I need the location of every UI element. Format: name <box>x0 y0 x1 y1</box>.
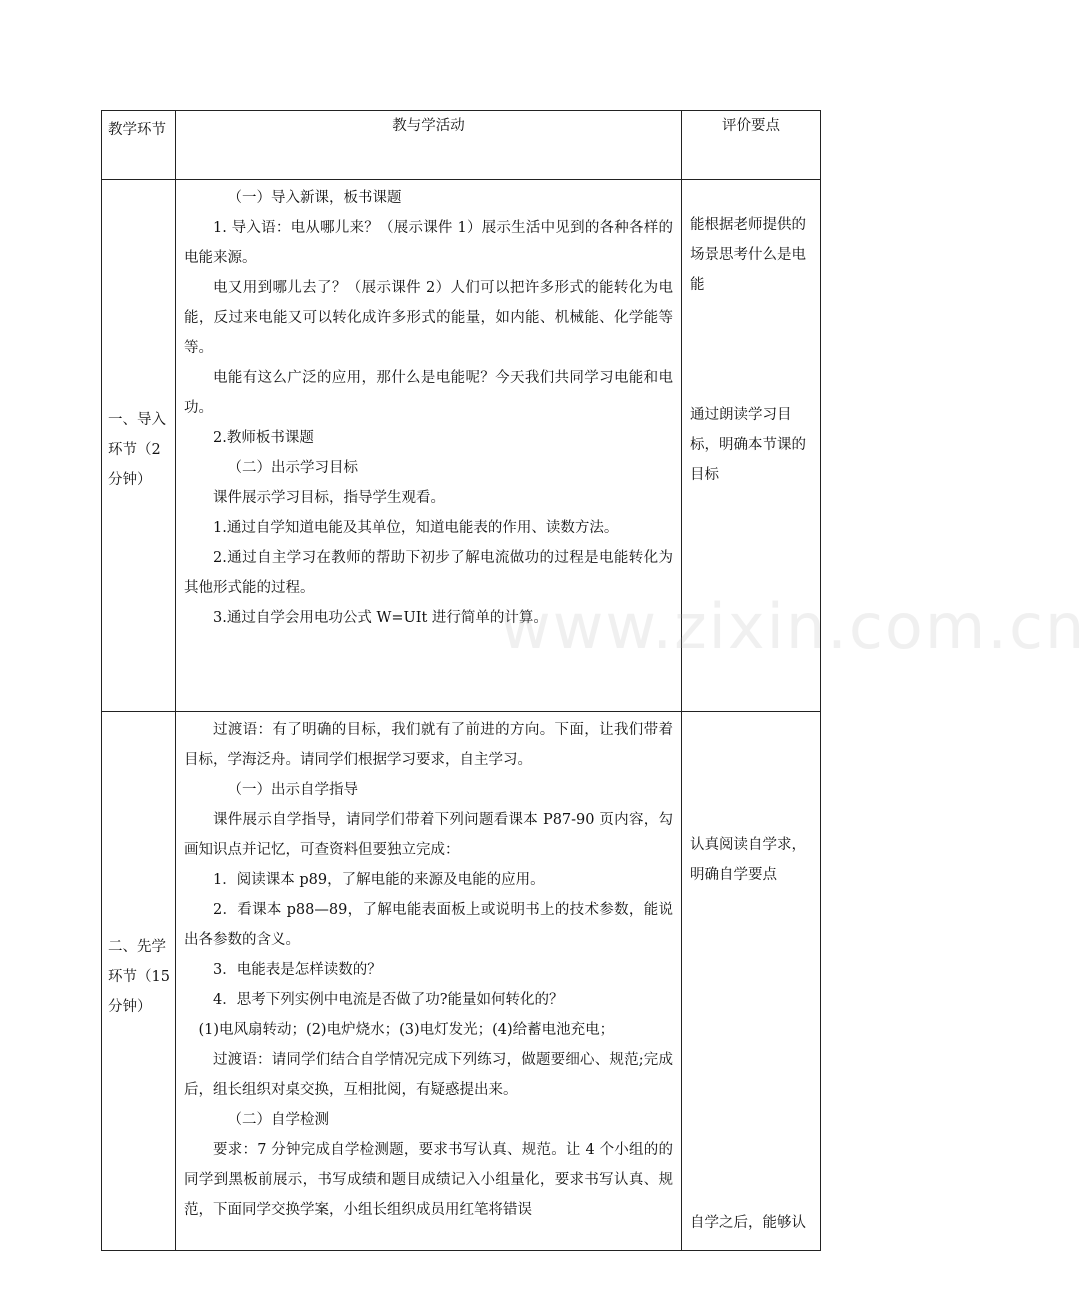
eval-cell <box>682 180 821 712</box>
paragraph: (1)电风扇转动；(2)电炉烧水；(3)电灯发光；(4)给蓄电池充电； <box>198 1022 615 1038</box>
section-heading: （一）导入新课，板书课题 <box>227 190 402 206</box>
paragraph: 要求：7 分钟完成自学检测题，要求书写认真、规范。让 4 个小组的的同学到黑板前展示，书写成绩和题目成绩记入小组量化，要求书写认真、规范，下面同学交换学案，小组长组织成员用红笔将错误 <box>184 1142 673 1218</box>
paragraph: 电能有这么广泛的应用，那什么是电能呢？今天我们共同学习电能和电功。 <box>184 370 673 416</box>
eval-point: 通过朗读学习目标，明确本节课的目标 <box>690 407 806 483</box>
header-stage: 教学环节 <box>102 111 176 180</box>
paragraph: 3．电能表是怎样读数的？ <box>213 962 382 978</box>
activity-cell <box>176 180 682 712</box>
table-row <box>102 712 821 1251</box>
paragraph: 2．看课本 p88—89，了解电能表面板上或说明书上的技术参数，能说出各参数的含义。 <box>184 902 673 948</box>
eval-point: 认真阅读自学求，明确自学要点 <box>690 837 806 883</box>
table-row <box>102 180 821 712</box>
activity-cell <box>176 712 682 1251</box>
paragraph: 课件展示学习目标，指导学生观看。 <box>213 490 445 506</box>
paragraph: 课件展示自学指导，请同学们带着下列问题看课本 P87-90 页内容，勾画知识点并记忆，可查资料但要独立完成： <box>184 812 673 858</box>
paragraph: 过渡语：请同学们结合自学情况完成下列练习，做题要细心、规范;完成后，组长组织对桌交换，互相批阅，有疑惑提出来。 <box>184 1052 673 1098</box>
paragraph: 1.通过自学知道电能及其单位，知道电能表的作用、读数方法。 <box>213 520 619 536</box>
stage-label: 一、导入环节（2分钟） <box>108 412 166 488</box>
paragraph: 过渡语：有了明确的目标，我们就有了前进的方向。下面，让我们带着目标，学海泛舟。请同学们根据学习要求，自主学习。 <box>184 722 673 768</box>
watermark: www.zixin.com.cn <box>500 590 1086 663</box>
table-header-row <box>102 111 821 180</box>
eval-point: 能根据老师提供的场景思考什么是电能 <box>690 217 806 293</box>
header-activity: 教与学活动 <box>176 111 682 180</box>
paragraph: 1．阅读课本 p89，了解电能的来源及电能的应用。 <box>213 872 545 888</box>
paragraph: 4．思考下列实例中电流是否做了功?能量如何转化的？ <box>213 992 564 1008</box>
lesson-plan-table <box>101 110 821 1251</box>
stage-cell <box>102 712 176 1251</box>
paragraph: 3.通过自学会用电功公式 W=UIt 进行简单的计算。 <box>213 610 548 626</box>
paragraph: 2.教师板书课题 <box>213 430 314 446</box>
header-eval: 评价要点 <box>682 111 821 180</box>
stage-label: 二、先学环节（15分钟） <box>108 939 170 1015</box>
section-heading: （二）出示学习目标 <box>227 460 358 476</box>
paragraph: 2.通过自主学习在教师的帮助下初步了解电流做功的过程是电能转化为其他形式能的过程。 <box>184 550 673 596</box>
eval-point: 自学之后，能够认 <box>690 1215 806 1231</box>
paragraph: 电又用到哪儿去了？（展示课件 2）人们可以把许多形式的能转化为电能，反过来电能又可以转化成许多形式的能量，如内能、机械能、化学能等等。 <box>184 280 673 356</box>
eval-cell <box>682 712 821 1251</box>
paragraph: 1. 导入语：电从哪儿来？（展示课件 1）展示生活中见到的各种各样的电能来源。 <box>184 220 673 266</box>
section-heading: （二）自学检测 <box>227 1112 329 1128</box>
stage-cell <box>102 180 176 712</box>
section-heading: （一）出示自学指导 <box>227 782 358 798</box>
